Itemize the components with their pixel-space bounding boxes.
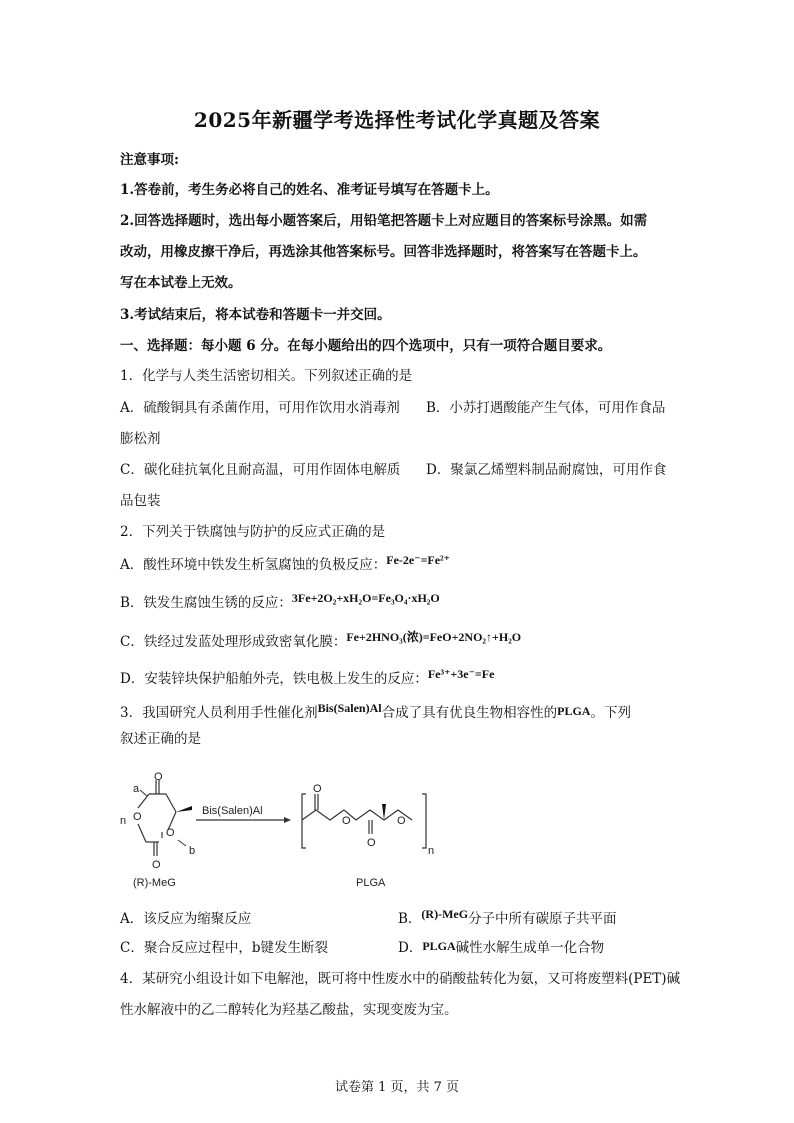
carbonyl-oxygen-bottom: O (152, 859, 161, 871)
q3-stem-part-1: 3．我国研究人员利用手性催化剂 (120, 705, 318, 721)
q3-option-d (398, 936, 604, 956)
reaction-arrowhead (284, 817, 291, 823)
notice-item-3: 3.考试结束后，将本试卷和答题卡一并交回。 (120, 307, 391, 323)
q3-catalyst-formula: Bis(Salen)Al (317, 701, 382, 715)
q3-option-b-formula: (R)-MeG (421, 907, 469, 921)
bond-label-b: b (189, 845, 196, 857)
notice-item-1: 1.答卷前，考生务必将自己的姓名、准考证号填写在答题卡上。 (120, 182, 499, 198)
q3-option-d-formula: PLGA (422, 939, 456, 953)
q1-option-b-cont: 膨松剂 (120, 431, 161, 447)
q1-option-a: A．硫酸铜具有杀菌作用，可用作饮用水消毒剂 (120, 400, 400, 416)
q4-stem-line-1: 4．某研究小组设计如下电解池，既可将中性废水中的硝酸盐转化为氨，又可将废塑料(PET)碱 (120, 971, 681, 987)
monomer-count-n: n (120, 815, 127, 827)
q2-option-c (120, 630, 521, 650)
q2-option-a-formula: Fe-2e⁻=Fe²⁺ (386, 553, 450, 567)
q3-option-b (398, 907, 617, 927)
carbonyl-oxygen-top: O (154, 772, 163, 783)
q2-option-b (120, 591, 440, 611)
reactant-label: (R)-MeG (133, 877, 176, 889)
reaction-scheme (116, 772, 446, 892)
arrow-catalyst-label: Bis(Salen)Al (202, 805, 263, 817)
q2-stem: 2．下列关于铁腐蚀与防护的反应式正确的是 (120, 524, 386, 540)
q3-polymer-formula: PLGA (557, 704, 591, 718)
ring-oxygen-left: O (133, 811, 142, 823)
q1-option-c: C．碳化硅抗氧化且耐高温，可用作固体电解质 (120, 462, 401, 478)
q1-option-b: B．小苏打遇酸能产生气体，可用作食品 (426, 400, 666, 416)
q1-option-d: D．聚氯乙烯塑料制品耐腐蚀，可用作食 (426, 462, 667, 478)
mecg-ring (138, 780, 176, 856)
bond-b-pointer (178, 840, 186, 846)
page-footer: 试卷第 1 页，共 7 页 (334, 1080, 460, 1095)
q3-option-b-label: B． (398, 911, 422, 927)
q2-option-c-text: C．铁经过发蓝处理形成致密氧化膜： (120, 634, 347, 650)
q1-option-d-cont: 品包装 (120, 493, 161, 509)
notice-heading: 注意事项: (120, 152, 179, 168)
bond-label-a: a (133, 783, 140, 795)
q3-stem-part-3: 。下列 (590, 705, 631, 721)
repeat-unit-n: n (428, 845, 435, 857)
polymer-ester-o-2: O (397, 815, 406, 827)
q2-option-d-formula: Fe³⁺+3e⁻=Fe (427, 667, 495, 681)
plga-structure (302, 794, 426, 848)
page-title: 2025年新疆学考选择性考试化学真题及答案 (193, 108, 601, 132)
q3-option-a: A．该反应为缩聚反应 (120, 911, 252, 927)
q3-option-d-text: 碱性水解生成单一化合物 (455, 940, 605, 956)
q2-option-a (120, 553, 450, 573)
q3-option-b-text: 分子中所有碳原子共平面 (468, 911, 617, 927)
q3-stem-line-2: 叙述正确的是 (120, 731, 201, 747)
q3-option-d-label: D． (398, 940, 423, 956)
q2-option-d (120, 667, 494, 687)
product-label: PLGA (356, 877, 386, 889)
q2-option-d-text: D．安装锌块保护船舶外壳，铁电极上发生的反应： (120, 671, 428, 687)
polymer-carbonyl-o-1: O (313, 783, 322, 795)
polymer-ester-o-1: O (342, 815, 351, 827)
ring-oxygen-right: O (166, 827, 175, 839)
q3-option-c: C．聚合反应过程中，b键发生断裂 (120, 940, 328, 956)
polymer-carbonyl-o-2: O (367, 837, 376, 849)
q3-stem-part-2: 合成了具有优良生物相容性的 (381, 705, 558, 721)
q2-option-b-formula: 3Fe+2O₂+xH₂O=Fe₃O₄·xH₂O (291, 591, 440, 605)
q1-stem: 1．化学与人类生活密切相关。下列叙述正确的是 (120, 368, 413, 384)
q2-option-a-text: A．酸性环境中铁发生析氢腐蚀的负极反应： (120, 557, 387, 573)
notice-item-2-line-1: 2.回答选择题时，选出每小题答案后，用铅笔把答题卡上对应题目的答案标号涂黑。如需 (120, 213, 648, 229)
polymer-methyl-wedge (382, 804, 386, 820)
q4-stem-line-2: 性水解液中的乙二醇转化为羟基乙酸盐，实现变废为宝。 (120, 1002, 458, 1018)
q3-stem (120, 701, 631, 721)
bond-a-pointer (140, 790, 147, 796)
section-heading: 一、选择题：每小题 6 分。在每小题给出的四个选项中，只有一项符合题目要求。 (120, 338, 612, 354)
q2-option-b-text: B．铁发生腐蚀生锈的反应： (120, 595, 292, 611)
methyl-wedge (176, 806, 192, 812)
notice-item-2-line-3: 写在本试卷上无效。 (120, 275, 242, 291)
q2-option-c-formula: Fe+2HNO₃(浓)=FeO+2NO₂↑+H₂O (346, 630, 522, 644)
notice-item-2-line-2: 改动，用橡皮擦干净后，再选涂其他答案标号。回答非选择题时，将答案写在答题卡上。 (120, 244, 647, 260)
